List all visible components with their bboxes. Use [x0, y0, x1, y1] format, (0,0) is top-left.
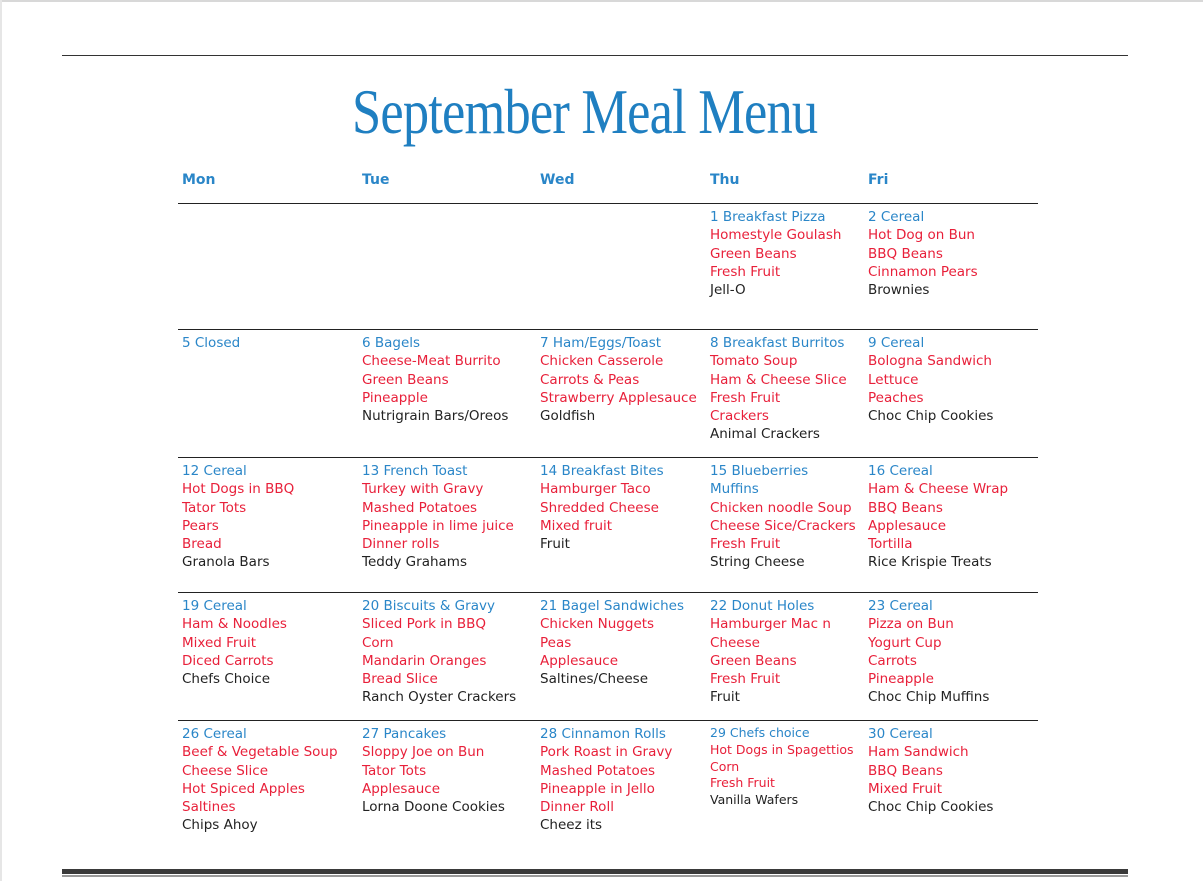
menu-lunch-item: Saltines	[182, 799, 236, 816]
menu-cell-week3-mon	[182, 462, 360, 572]
menu-date-item: 26 Cereal	[182, 726, 247, 742]
menu-lunch-item: Cheese Slice	[182, 762, 269, 779]
menu-cell-week5-wed	[540, 725, 718, 835]
menu-snack-item: Chips Ahoy	[182, 817, 258, 834]
menu-cell-week3-tue	[362, 462, 540, 572]
menu-lunch-item: Cinnamon Pears	[868, 263, 978, 280]
menu-cell-week1-fri	[868, 208, 1046, 299]
menu-lunch-item: Hot Dog on Bun	[868, 227, 975, 244]
menu-date-item: 23 Cereal	[868, 598, 933, 614]
top-rule	[62, 55, 1128, 56]
menu-lunch-item: BBQ Beans	[868, 499, 943, 516]
menu-lunch-item: Applesauce	[540, 652, 619, 669]
day-header-wed: Wed	[540, 172, 575, 188]
menu-lunch-item: Chicken Nuggets	[540, 616, 655, 633]
menu-lunch-item: Cheese-Meat Burrito	[362, 353, 501, 370]
menu-snack-item: Rice Krispie Treats	[868, 554, 992, 571]
menu-cell-week4-mon	[182, 597, 360, 688]
menu-lunch-item: Carrots & Peas	[540, 371, 640, 388]
bottom-rule	[62, 869, 1128, 874]
menu-lunch-item: Ham & Noodles	[182, 616, 287, 633]
menu-date-item: 16 Cereal	[868, 463, 933, 479]
menu-lunch-item: Crackers	[710, 408, 769, 425]
menu-lunch-item: BBQ Beans	[868, 762, 943, 779]
menu-snack-item: Vanilla Wafers	[710, 792, 799, 808]
menu-cell-week4-tue	[362, 597, 540, 707]
menu-lunch-item: Strawberry Applesauce	[540, 389, 697, 406]
menu-lunch-item: Cheese	[710, 634, 760, 651]
menu-snack-item: Fruit	[540, 536, 570, 553]
menu-cell-week5-mon	[182, 725, 360, 835]
menu-snack-item: Animal Crackers	[710, 426, 820, 443]
menu-lunch-item: Tator Tots	[362, 762, 427, 779]
menu-lunch-item: Chicken Casserole	[540, 353, 664, 370]
menu-lunch-item: Pork Roast in Gravy	[540, 744, 673, 761]
menu-lunch-item: Fresh Fruit	[710, 389, 781, 406]
menu-snack-item: String Cheese	[710, 554, 805, 571]
menu-date-item: 28 Cinnamon Rolls	[540, 726, 666, 742]
menu-date-item: 21 Bagel Sandwiches	[540, 598, 684, 614]
menu-snack-item: Goldfish	[540, 408, 596, 425]
menu-lunch-item: Ham Sandwich	[868, 744, 969, 761]
menu-lunch-item: Sloppy Joe on Bun	[362, 744, 485, 761]
menu-cell-week2-wed	[540, 334, 718, 425]
menu-date-item: 2 Cereal	[868, 209, 925, 225]
menu-date-item: 8 Breakfast Burritos	[710, 335, 845, 351]
menu-snack-item: Saltines/Cheese	[540, 671, 649, 688]
menu-lunch-item: Lettuce	[868, 371, 919, 388]
menu-lunch-item: Beef & Vegetable Soup	[182, 744, 338, 761]
day-header-fri: Fri	[868, 172, 889, 188]
page-title: September Meal Menu	[352, 76, 818, 147]
menu-date-item: 6 Bagels	[362, 335, 421, 351]
week-divider	[178, 457, 1038, 458]
menu-lunch-item: Pineapple in lime juice	[362, 517, 514, 534]
menu-date-item: 12 Cereal	[182, 463, 247, 479]
menu-snack-item: Ranch Oyster Crackers	[362, 689, 517, 706]
menu-date-item: 14 Breakfast Bites	[540, 463, 664, 479]
bottom-rule-shadow	[62, 875, 1128, 877]
menu-cell-week4-wed	[540, 597, 718, 688]
menu-lunch-item: Hot Dogs in Spagettios	[710, 741, 854, 757]
menu-lunch-item: Ham & Cheese Wrap	[868, 481, 1009, 498]
menu-cell-week2-tue	[362, 334, 540, 425]
menu-snack-item: Lorna Doone Cookies	[362, 799, 505, 816]
day-header-tue: Tue	[362, 172, 390, 188]
menu-cell-week5-tue	[362, 725, 540, 816]
menu-snack-item: Choc Chip Muffins	[868, 689, 990, 706]
menu-lunch-item: Pizza on Bun	[868, 616, 954, 633]
menu-lunch-item: Shredded Cheese	[540, 499, 659, 516]
menu-lunch-item: Hot Dogs in BBQ	[182, 481, 295, 498]
menu-lunch-item: Corn	[710, 758, 740, 774]
menu-lunch-item: Diced Carrots	[182, 652, 274, 669]
menu-lunch-item: Pears	[182, 517, 219, 534]
menu-lunch-item: Peaches	[868, 389, 924, 406]
menu-cell-week2-mon	[182, 334, 360, 352]
menu-lunch-item: Corn	[362, 634, 394, 651]
menu-cell-week3-fri	[868, 462, 1046, 572]
menu-lunch-item: Green Beans	[362, 371, 449, 388]
menu-lunch-item: Cheese Sice/Crackers	[710, 517, 856, 534]
menu-cell-week4-thu	[710, 597, 888, 707]
menu-date-item: 22 Donut Holes	[710, 598, 815, 614]
menu-lunch-item: Tortilla	[868, 536, 913, 553]
menu-lunch-item: Mixed Fruit	[182, 634, 257, 651]
menu-lunch-item: Fresh Fruit	[710, 775, 775, 791]
menu-date-item: 7 Ham/Eggs/Toast	[540, 335, 662, 351]
menu-lunch-item: Fresh Fruit	[710, 263, 781, 280]
menu-snack-item: Granola Bars	[182, 554, 270, 571]
menu-snack-item: Chefs Choice	[182, 671, 271, 688]
menu-lunch-item: Ham & Cheese Slice	[710, 371, 847, 388]
week-divider	[178, 329, 1038, 330]
menu-snack-item: Brownies	[868, 282, 930, 299]
menu-lunch-item: Hamburger Mac n	[710, 616, 831, 633]
menu-lunch-item: Green Beans	[710, 245, 797, 262]
menu-lunch-item: Applesauce	[362, 780, 441, 797]
menu-snack-item: Choc Chip Cookies	[868, 799, 994, 816]
menu-lunch-item: Chicken noodle Soup	[710, 499, 852, 516]
menu-date-item: 15 Blueberries	[710, 463, 809, 479]
menu-cell-week3-wed	[540, 462, 718, 553]
menu-lunch-item: Pineapple	[362, 389, 428, 406]
menu-lunch-item: Peas	[540, 634, 572, 651]
menu-lunch-item: Bologna Sandwich	[868, 353, 992, 370]
menu-lunch-item: Mashed Potatoes	[362, 499, 478, 516]
menu-cell-week5-thu	[710, 725, 888, 809]
menu-snack-item: Cheez its	[540, 817, 603, 834]
menu-cell-week2-thu	[710, 334, 888, 444]
menu-lunch-item: Green Beans	[710, 652, 797, 669]
menu-lunch-item: Bread	[182, 536, 222, 553]
menu-lunch-item: Dinner rolls	[362, 536, 440, 553]
menu-lunch-item: Pineapple in Jello	[540, 780, 655, 797]
menu-breakfast-item: Muffins	[710, 481, 759, 498]
menu-date-item: 27 Pancakes	[362, 726, 447, 742]
menu-lunch-item: Mashed Potatoes	[540, 762, 656, 779]
week-divider	[178, 592, 1038, 593]
menu-snack-item: Fruit	[710, 689, 740, 706]
menu-snack-item: Jell-O	[710, 282, 746, 299]
menu-cell-week1-thu	[710, 208, 888, 299]
day-header-thu: Thu	[710, 172, 740, 188]
menu-snack-item: Teddy Grahams	[362, 554, 467, 571]
menu-date-item: 19 Cereal	[182, 598, 247, 614]
day-header-mon: Mon	[182, 172, 216, 188]
week-divider	[178, 203, 1038, 204]
menu-cell-week4-fri	[868, 597, 1046, 707]
week-divider	[178, 720, 1038, 721]
menu-lunch-item: Dinner Roll	[540, 799, 614, 816]
menu-snack-item: Choc Chip Cookies	[868, 408, 994, 425]
menu-lunch-item: Turkey with Gravy	[362, 481, 484, 498]
menu-date-item: 5 Closed	[182, 335, 241, 351]
menu-cell-week3-thu	[710, 462, 888, 572]
menu-lunch-item: Fresh Fruit	[710, 536, 781, 553]
menu-lunch-item: Fresh Fruit	[710, 671, 781, 688]
menu-lunch-item: Applesauce	[868, 517, 947, 534]
menu-lunch-item: Mixed fruit	[540, 517, 613, 534]
menu-lunch-item: Hot Spiced Apples	[182, 780, 305, 797]
menu-cell-week2-fri	[868, 334, 1046, 425]
menu-date-item: 20 Biscuits & Gravy	[362, 598, 495, 614]
menu-date-item: 30 Cereal	[868, 726, 933, 742]
menu-date-item: 9 Cereal	[868, 335, 925, 351]
menu-lunch-item: Mandarin Oranges	[362, 652, 487, 669]
menu-lunch-item: Sliced Pork in BBQ	[362, 616, 486, 633]
menu-lunch-item: Bread Slice	[362, 671, 438, 688]
menu-lunch-item: Hamburger Taco	[540, 481, 651, 498]
menu-lunch-item: Carrots	[868, 652, 917, 669]
menu-lunch-item: Homestyle Goulash	[710, 227, 842, 244]
menu-cell-week5-fri	[868, 725, 1046, 816]
menu-date-item: 13 French Toast	[362, 463, 468, 479]
menu-lunch-item: Tomato Soup	[710, 353, 798, 370]
menu-snack-item: Nutrigrain Bars/Oreos	[362, 408, 509, 425]
left-edge-line	[0, 0, 2, 881]
menu-date-item: 1 Breakfast Pizza	[710, 209, 826, 225]
menu-lunch-item: Pineapple	[868, 671, 934, 688]
menu-lunch-item: BBQ Beans	[868, 245, 943, 262]
top-edge-line	[0, 0, 1203, 2]
menu-lunch-item: Yogurt Cup	[868, 634, 942, 651]
menu-lunch-item: Tator Tots	[182, 499, 247, 516]
menu-lunch-item: Mixed Fruit	[868, 780, 943, 797]
menu-date-item: 29 Chefs choice	[710, 725, 810, 740]
